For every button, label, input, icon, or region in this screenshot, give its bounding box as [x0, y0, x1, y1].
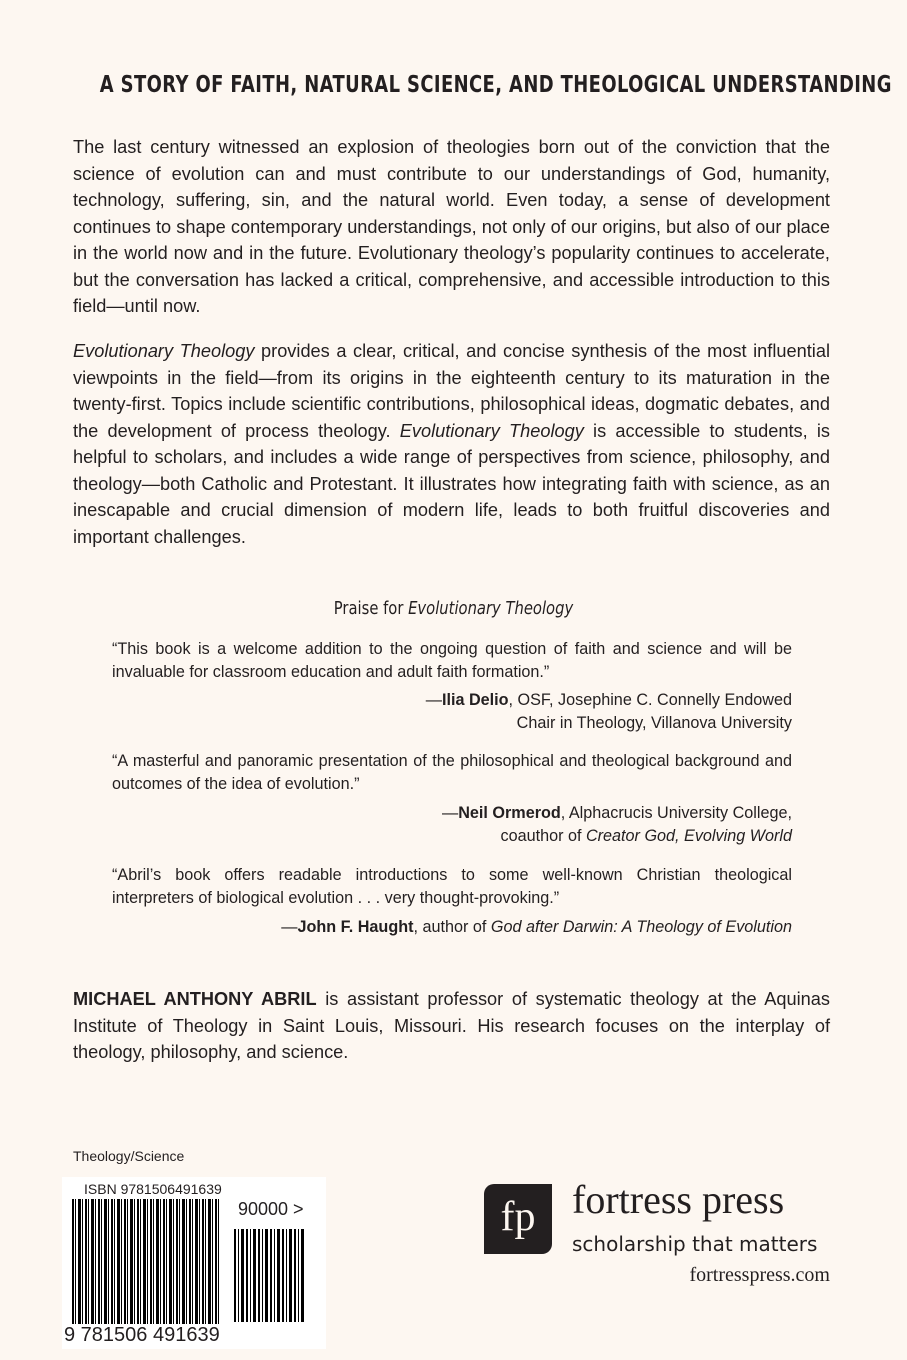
book-title: Evolutionary Theology: [73, 341, 255, 361]
publisher-url: fortresspress.com: [689, 1264, 830, 1286]
barcode-bars-icon: [72, 1199, 220, 1324]
publisher-logo-icon: fp: [484, 1184, 552, 1254]
category-label: Theology/Science: [73, 1148, 185, 1164]
praise-quote-1: “This book is a welcome addition to the ongoing question of faith and science and will be invaluable for classroom education and adult faith formation.”: [112, 640, 792, 681]
praise-quote-3: “Abril’s book offers readable introductions to some well-known Christian theological interpreters of biological evolution . . . very thought-provoking.”: [112, 866, 792, 907]
praise-heading: Praise for Evolutionary Theology: [333, 598, 574, 619]
publisher-name: fortress press: [572, 1177, 785, 1222]
praise-quote-2: “A masterful and panoramic presentation of the philosophical and theological background and outcomes of the idea of evolution.”: [112, 752, 792, 793]
book-title: Evolutionary Theology: [399, 420, 584, 441]
isbn-digits: 9 781506 491639: [64, 1324, 220, 1346]
praise-attribution-2: —Neil Ormerod, Alphacrucis University College, coauthor of Creator God, Evolving World: [442, 804, 792, 845]
isbn-label: ISBN 9781506491639: [84, 1181, 222, 1197]
cover-headline: A STORY OF FAITH, NATURAL SCIENCE, AND THEOLOGICAL UNDERSTANDING: [99, 72, 892, 98]
praise-attribution-3: —John F. Haught, author of God after Darwin: A Theology of Evolution: [281, 918, 792, 936]
price-code: 90000 >: [238, 1199, 304, 1219]
author-bio: MICHAEL ANTHONY ABRIL is assistant professor of systematic theology at the Aquinas Institute of Theology in Saint Louis, Missouri. His research focuses on the interplay of theology, philosophy, and science.: [73, 989, 830, 1062]
author-name: MICHAEL ANTHONY ABRIL: [73, 989, 317, 1009]
praise-attribution-1: —Ilia Delio, OSF, Josephine C. Connelly Endowed Chair in Theology, Villanova University: [425, 691, 792, 732]
publisher-tagline: scholarship that matters: [572, 1232, 818, 1256]
description-paragraph-2: Evolutionary Theology provides a clear, critical, and concise synthesis of the most influential viewpoints in the field—from its origins in the eighteenth century to its maturation in the twenty-first. Topics include scientific contributions, philosophical ideas, dogmatic debates, and the development of process theology. Evolutionary Theology is accessible to students, is helpful to scholars, and includes a wide range of perspectives from science, philosophy, and theology—both Catholic and Protestant. It illustrates how integrating faith with science, as an inescapable and crucial dimension of modern life, leads to both fruitful discoveries and important challenges.: [73, 341, 830, 547]
description-paragraph-1: The last century witnessed an explosion of theologies born out of the conviction that the science of evolution can and must contribute to our understandings of God, humanity, technology, suffering, sin, and the natural world. Even today, a sense of development continues to shape contemporary understandings, not only of our origins, but also of our place in the world now and in the future. Evolutionary theology’s popularity continues to accelerate, but the conversation has lacked a critical, comprehensive, and accessible introduction to this field—until now.: [73, 137, 830, 316]
price-barcode-icon: [234, 1229, 304, 1322]
isbn-barcode: [62, 1177, 326, 1349]
